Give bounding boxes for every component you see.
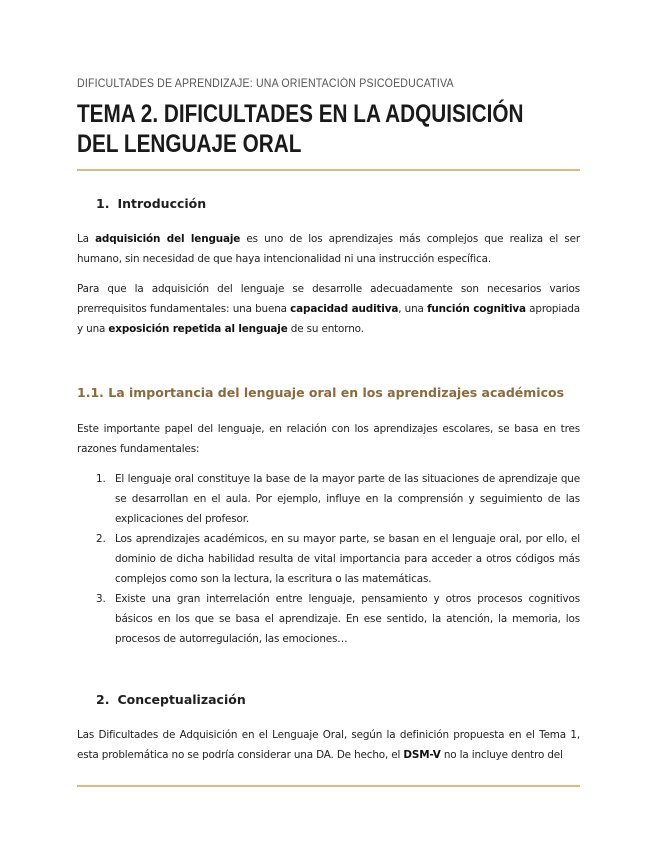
section-1-title: Introducción — [117, 196, 207, 211]
subsection-intro-paragraph: Este importante papel del lenguaje, en relación con los aprendizajes escolares, se basa en tres razones fundamentales: — [77, 423, 580, 455]
list-item — [96, 589, 580, 649]
conceptualization-paragraph: Las Dificultades de Adquisición en el Lenguaje Oral, según la definición propuesta en el Tema 1, esta problemática no se podría considerar una DA. De hecho, el DSM-V no la incluye dentro del — [77, 729, 580, 761]
section-1-number: 1. — [96, 196, 110, 211]
list-item — [96, 529, 580, 589]
bold-term: exposición repetida al lenguaje — [108, 323, 288, 335]
document-kicker: DIFICULTADES DE APRENDIZAJE: UNA ORIENTACIÓN PSICOEDUCATIVA — [77, 78, 454, 90]
intro-paragraph-2: Para que la adquisición del lenguaje se desarrolle adecuadamente son necesarios varios prerrequisitos fundamentales: una buena capacidad auditiva, una función cognitiva apropiada y una exposición repetida al lenguaje de su entorno. — [77, 283, 580, 335]
list-item — [96, 469, 580, 529]
list-item-text: Existe una gran interrelación entre lenguaje, pensamiento y otros procesos cognitivos básicos en los que se basa el aprendizaje. En ese sentido, la atención, la memoria, los procesos de autorregulación, las emociones… — [115, 593, 580, 645]
bold-term: adquisición del lenguaje — [95, 233, 241, 245]
bold-term: capacidad auditiva — [290, 303, 399, 315]
list-item-number: 2. — [96, 533, 106, 545]
list-item-text: El lenguaje oral constituye la base de la mayor parte de las situaciones de aprendizaje que se desarrollan en el aula. Por ejemplo, influye en la comprensión y seguimiento de las explicaciones del profesor. — [115, 473, 580, 525]
list-item-number: 3. — [96, 593, 106, 605]
section-1-heading — [96, 196, 206, 211]
reasons-list — [96, 469, 580, 649]
section-2-title: Conceptualización — [117, 692, 246, 707]
footer-divider — [77, 785, 580, 787]
list-item-text: Los aprendizajes académicos, en su mayor parte, se basan en el lenguaje oral, por ello, el dominio de dicha habilidad resulta de vital importancia para acceder a otros códigos más complejos como son la lectura, la escritura o las matemáticas. — [115, 533, 580, 585]
subsection-1-1-heading: 1.1. La importancia del lenguaje oral en los aprendizajes académicos — [77, 385, 565, 400]
intro-paragraph-1: La adquisición del lenguaje es uno de los aprendizajes más complejos que realiza el ser humano, sin necesidad de que haya intencionalidad ni una instrucción específica. — [77, 233, 580, 265]
bold-term: DSM-V — [403, 749, 441, 761]
section-2-number: 2. — [96, 692, 110, 707]
document-title: TEMA 2. DIFICULTADES EN LA ADQUISICIÓN DEL LENGUAJE ORAL — [77, 100, 524, 158]
header-divider — [77, 169, 580, 171]
list-item-number: 1. — [96, 473, 106, 485]
section-2-heading — [96, 692, 246, 707]
bold-term: función cognitiva — [427, 303, 526, 315]
